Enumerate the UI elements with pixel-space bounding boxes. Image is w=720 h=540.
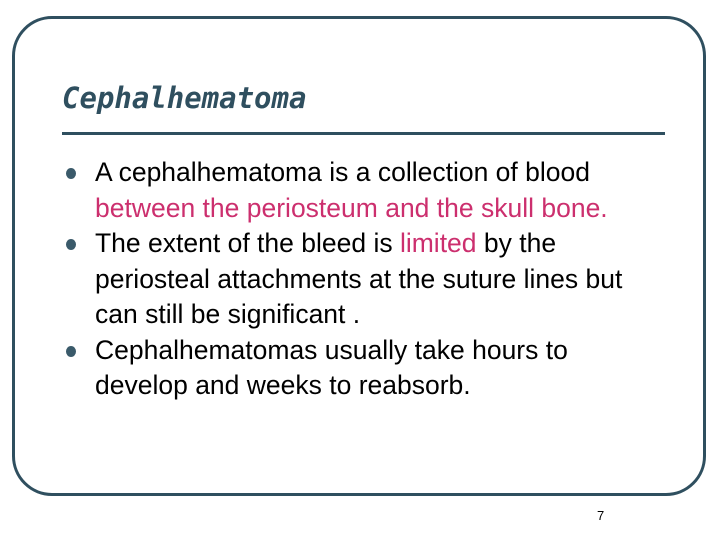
bullet-dot-icon [66, 239, 76, 250]
bullet-highlight: limited [399, 228, 477, 258]
bullet-list [66, 155, 666, 404]
bullet-item [66, 226, 666, 333]
bullet-text: The extent of the bleed is [95, 228, 400, 258]
bullet-text: A cephalhematoma is a collection of blood [95, 157, 590, 187]
bullet-text: Cephalhematomas usually take hours to develop and weeks to reabsorb. [95, 334, 568, 400]
page-number: 7 [597, 508, 605, 523]
bullet-item [66, 333, 666, 404]
slide-title: Cephalhematoma [62, 81, 307, 115]
bullet-item [66, 155, 666, 226]
title-underline [62, 132, 665, 135]
bullet-text-after: by the periosteal attachments at the suture lines but can still be significant . [95, 228, 623, 329]
bullet-highlight: between the periosteum and the skull bone. [95, 192, 608, 223]
bullet-dot-icon [66, 168, 76, 179]
bullet-dot-icon [66, 346, 76, 357]
